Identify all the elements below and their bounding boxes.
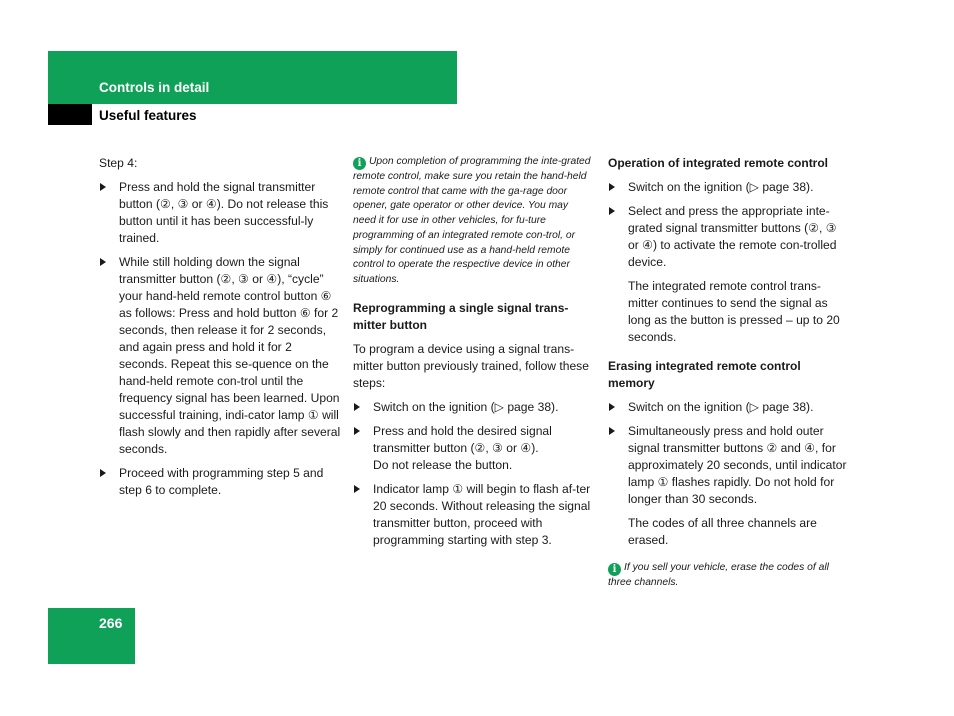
bullet-text: Select and press the appropriate inte-grated signal transmitter buttons (②, ③ or ④) to activate the remote con-trolled device. xyxy=(628,204,837,269)
arrow-bullet-icon xyxy=(100,469,106,477)
section-heading: Reprogramming a single signal trans-mitter button xyxy=(353,300,569,332)
section-heading: Operation of integrated remote control xyxy=(608,156,829,170)
bullet-text: Simultaneously press and hold outer signal transmitter buttons ② and ④, for approximately 20 seconds, until indicator lamp ① flashes rapidly. Do not hold for longer than 30 seconds. xyxy=(628,424,847,506)
bullet-text: Press and hold the desired signal transmitter button (②, ③ or ④). xyxy=(373,423,552,455)
column-1 xyxy=(99,155,343,506)
arrow-bullet-icon xyxy=(354,403,360,411)
bullet-text: Press and hold the signal transmitter button (②, ③ or ④). Do not release this button until it has been successful-ly trained. xyxy=(119,180,329,245)
bullet-text: Indicator lamp ① will begin to flash af-ter 20 seconds. Without releasing the signal transmitter button, proceed with programming starting with step 3. xyxy=(373,481,591,547)
list-item xyxy=(99,179,343,247)
list-item xyxy=(353,399,593,416)
list-item xyxy=(99,254,343,458)
subsection-title: Useful features xyxy=(99,108,197,123)
subsection-marker xyxy=(48,104,92,125)
list-item xyxy=(608,203,848,271)
list-item xyxy=(608,179,848,196)
body-paragraph: The integrated remote control trans-mitter continues to send the signal as long as the button is pressed – up to 20 seconds. xyxy=(628,279,840,344)
column-2 xyxy=(353,155,593,556)
info-icon: i xyxy=(353,157,366,170)
bullet-text: Switch on the ignition (▷ page 38). xyxy=(628,180,814,194)
intro-text: To program a device using a signal trans-mitter button previously trained, follow these steps: xyxy=(353,341,589,390)
section-heading: Erasing integrated remote control memory xyxy=(608,359,801,390)
list-item xyxy=(99,465,343,499)
bullet-extra-text: Do not release the button. xyxy=(373,457,513,472)
arrow-bullet-icon xyxy=(609,403,615,411)
bullet-text: Proceed with programming step 5 and step 6 to complete. xyxy=(119,466,324,497)
column-3 xyxy=(608,155,848,598)
arrow-bullet-icon xyxy=(100,183,106,191)
list-item xyxy=(608,399,848,416)
section-title: Controls in detail xyxy=(99,80,210,95)
body-paragraph: The codes of all three channels are erased. xyxy=(628,516,817,547)
note-text: Upon completion of programming the inte-grated remote control, make sure you retain the hand-held remote control that came with the ga-rage door opener, gate operator or other device. You may need it for use in other vehicles, for fu-ture programming of an integrated remote con-trol, or simply for continued use as a hand-held remote control to operate the respective device in other situations. xyxy=(353,156,591,285)
step-label: Step 4: xyxy=(99,156,138,170)
page-number: 266 xyxy=(99,615,123,631)
arrow-bullet-icon xyxy=(609,427,615,435)
arrow-bullet-icon xyxy=(100,258,106,266)
list-item xyxy=(353,481,593,549)
info-note xyxy=(608,561,848,591)
arrow-bullet-icon xyxy=(609,183,615,191)
header-band xyxy=(48,51,457,104)
note-text: If you sell your vehicle, erase the codes of all three channels. xyxy=(608,562,829,588)
bullet-text: Switch on the ignition (▷ page 38). xyxy=(628,400,814,414)
bullet-text: While still holding down the signal transmitter button (②, ③ or ④), “cycle” your hand-held remote control button ⑥ as follows: Press and hold button ⑥ for 2 seconds, then release it for 2 seconds, and again press and hold it for 2 seconds. Repeat this se-quence on the hand-held remote con-trol until the frequency signal has been learned. Upon successful training, indi-cator lamp ① will flash slowly and then rapidly after several seconds. xyxy=(119,255,341,456)
info-icon: i xyxy=(608,563,621,576)
bullet-text: Switch on the ignition (▷ page 38). xyxy=(373,399,559,414)
arrow-bullet-icon xyxy=(609,207,615,215)
arrow-bullet-icon xyxy=(354,485,360,493)
info-note xyxy=(353,155,593,288)
list-item xyxy=(608,423,848,508)
list-item xyxy=(353,423,593,474)
arrow-bullet-icon xyxy=(354,427,360,435)
